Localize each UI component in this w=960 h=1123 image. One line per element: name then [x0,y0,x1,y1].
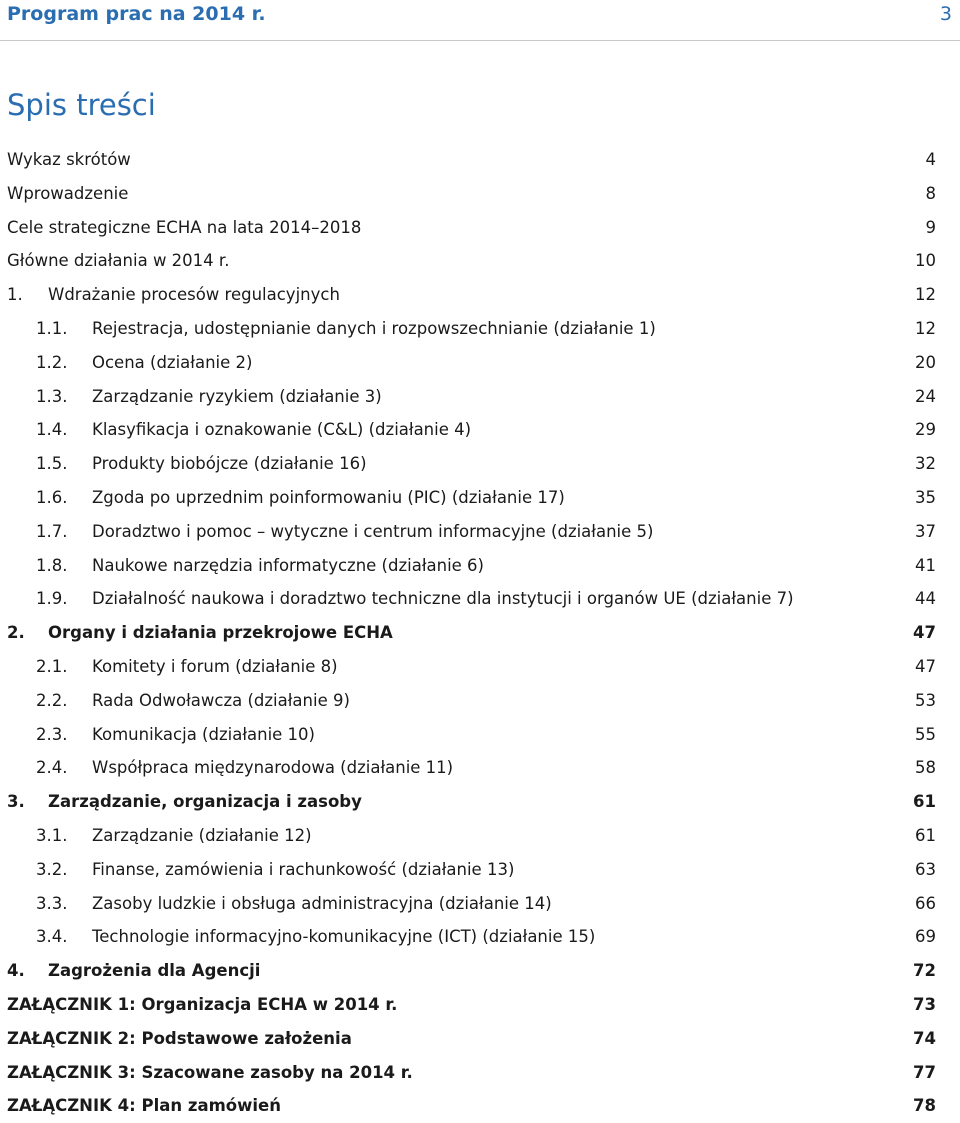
toc-entry-label: Wdrażanie procesów regulacyjnych [48,285,340,305]
toc-entry-label: Zagrożenia dla Agencji [48,961,261,981]
toc-entry-label: ZAŁĄCZNIK 4: Plan zamówień [7,1096,281,1116]
page-header [0,0,960,41]
toc-entry[interactable] [0,887,960,921]
toc-entry-number: 3.2. [36,859,68,879]
toc-entry-label: ZAŁĄCZNIK 3: Szacowane zasoby na 2014 r. [7,1062,413,1082]
toc-entry-page: 63 [915,859,936,879]
toc-entry[interactable] [0,1089,960,1123]
toc-entry-page: 58 [915,758,936,778]
toc-entry-label: Finanse, zamówienia i rachunkowość (działanie 13) [92,859,515,879]
toc-entry[interactable] [0,920,960,954]
toc-entry[interactable] [0,312,960,346]
toc-entry-page: 69 [915,927,936,947]
toc-entry-number: 1.8. [36,555,68,575]
toc-entry-label: Komunikacja (działanie 10) [92,724,315,744]
toc-entry[interactable] [0,380,960,414]
toc-entry-page: 66 [915,893,936,913]
toc-entry-number: 1.3. [36,386,68,406]
toc-entry-number: 2.2. [36,690,68,710]
toc-entry-page: 35 [915,487,936,507]
toc-entry-number: 2.1. [36,656,68,676]
toc-entry-page: 37 [915,521,936,541]
toc-entry[interactable] [0,515,960,549]
toc-entry-number: 1.4. [36,420,68,440]
toc-entry-label: Ocena (działanie 2) [92,352,253,372]
toc-entry-number: 1.7. [36,521,68,541]
toc-entry-page: 74 [913,1028,936,1048]
toc-entry-label: Wprowadzenie [7,183,129,203]
toc-entry-label: Rada Odwoławcza (działanie 9) [92,690,350,710]
toc-entry-label: ZAŁĄCZNIK 2: Podstawowe założenia [7,1028,352,1048]
toc-entry-number: 1.6. [36,487,68,507]
toc-entry[interactable] [0,684,960,718]
toc-entry[interactable] [0,853,960,887]
toc-entry[interactable] [0,244,960,278]
toc-entry[interactable] [0,481,960,515]
toc-entry-page: 72 [913,961,936,981]
toc-entry-page: 29 [915,420,936,440]
header-title: Program prac na 2014 r. [7,3,266,25]
toc-entry[interactable] [0,447,960,481]
toc-entry-number: 1.1. [36,318,68,338]
toc-entry-page: 24 [915,386,936,406]
toc-entry-label: Produkty biobójcze (działanie 16) [92,454,367,474]
toc-entry[interactable] [0,954,960,988]
toc-entry-number: 2. [7,623,25,643]
toc-entry-label: Cele strategiczne ECHA na lata 2014–2018 [7,217,362,237]
toc-entry-label: Zasoby ludzkie i obsługa administracyjna (działanie 14) [92,893,552,913]
toc-entry-page: 55 [915,724,936,744]
toc-entry-label: Technologie informacyjno-komunikacyjne (ICT) (działanie 15) [92,927,596,947]
toc-entry-number: 1.9. [36,589,68,609]
toc-entry[interactable] [0,346,960,380]
toc-entry[interactable] [0,1022,960,1056]
toc-entry-page: 73 [913,994,936,1014]
toc-entry[interactable] [0,582,960,616]
toc-entry-page: 41 [915,555,936,575]
toc-entry-number: 3.4. [36,927,68,947]
toc-entry-page: 9 [925,217,936,237]
toc-entry[interactable] [0,751,960,785]
toc-entry-label: Główne działania w 2014 r. [7,251,230,271]
toc-title: Spis treści [7,88,156,122]
toc-entry-page: 32 [915,454,936,474]
toc-entry[interactable] [0,177,960,211]
toc-entry-number: 1.5. [36,454,68,474]
toc-entry-label: Zarządzanie, organizacja i zasoby [48,792,362,812]
toc-entry-label: Komitety i forum (działanie 8) [92,656,338,676]
toc-entry-label: Doradztwo i pomoc – wytyczne i centrum informacyjne (działanie 5) [92,521,654,541]
toc-entry[interactable] [0,785,960,819]
toc-entry-page: 53 [915,690,936,710]
toc-entry-label: Zarządzanie (działanie 12) [92,825,312,845]
toc-entry[interactable] [0,211,960,245]
toc-entry-number: 1. [7,285,23,305]
toc-entry-page: 12 [915,285,936,305]
toc-entry[interactable] [0,413,960,447]
toc-entry-label: Rejestracja, udostępnianie danych i rozpowszechnianie (działanie 1) [92,318,656,338]
toc-entry-number: 3.3. [36,893,68,913]
toc-entry-page: 20 [915,352,936,372]
toc-entry-label: Działalność naukowa i doradztwo techniczne dla instytucji i organów UE (działanie 7) [92,589,794,609]
toc-entry-page: 61 [915,825,936,845]
toc-entry-page: 4 [925,150,936,169]
toc-entry-page: 8 [925,183,936,203]
toc-entry-label: Zarządzanie ryzykiem (działanie 3) [92,386,382,406]
toc-entry-label: Zgoda po uprzednim poinformowaniu (PIC) (działanie 17) [92,487,565,507]
toc-entry-page: 12 [915,318,936,338]
toc-entry-page: 44 [915,589,936,609]
toc-entry-page: 47 [913,623,936,643]
toc-entry-label: Współpraca międzynarodowa (działanie 11) [92,758,454,778]
header-page-number: 3 [939,3,952,25]
toc-entry-page: 78 [913,1096,936,1116]
toc-entry-label: Wykaz skrótów [7,150,131,169]
toc-entry[interactable] [0,549,960,583]
toc-entry[interactable] [0,650,960,684]
toc-entry-label: Naukowe narzędzia informatyczne (działanie 6) [92,555,484,575]
toc-entry-number: 3.1. [36,825,68,845]
toc-entry-number: 1.2. [36,352,68,372]
toc-entry[interactable] [0,718,960,752]
toc-entry-page: 10 [915,251,936,271]
toc-entry-number: 3. [7,792,25,812]
toc-entry-page: 77 [913,1062,936,1082]
toc-entry-label: ZAŁĄCZNIK 1: Organizacja ECHA w 2014 r. [7,994,398,1014]
toc-entry[interactable] [0,616,960,650]
toc-entry-label: Klasyfikacja i oznakowanie (C&L) (działanie 4) [92,420,472,440]
toc-entry[interactable] [0,988,960,1022]
toc-entry-page: 47 [915,656,936,676]
toc-entry-number: 4. [7,961,25,981]
toc-entry-number: 2.3. [36,724,68,744]
toc-entry-label: Organy i działania przekrojowe ECHA [48,623,393,643]
toc-entry-number: 2.4. [36,758,68,778]
toc-entry[interactable] [0,143,960,177]
toc-entry[interactable] [0,819,960,853]
toc-entry-page: 61 [913,792,936,812]
toc-entry[interactable] [0,278,960,312]
toc-entry[interactable] [0,1056,960,1090]
table-of-contents [0,143,960,1123]
